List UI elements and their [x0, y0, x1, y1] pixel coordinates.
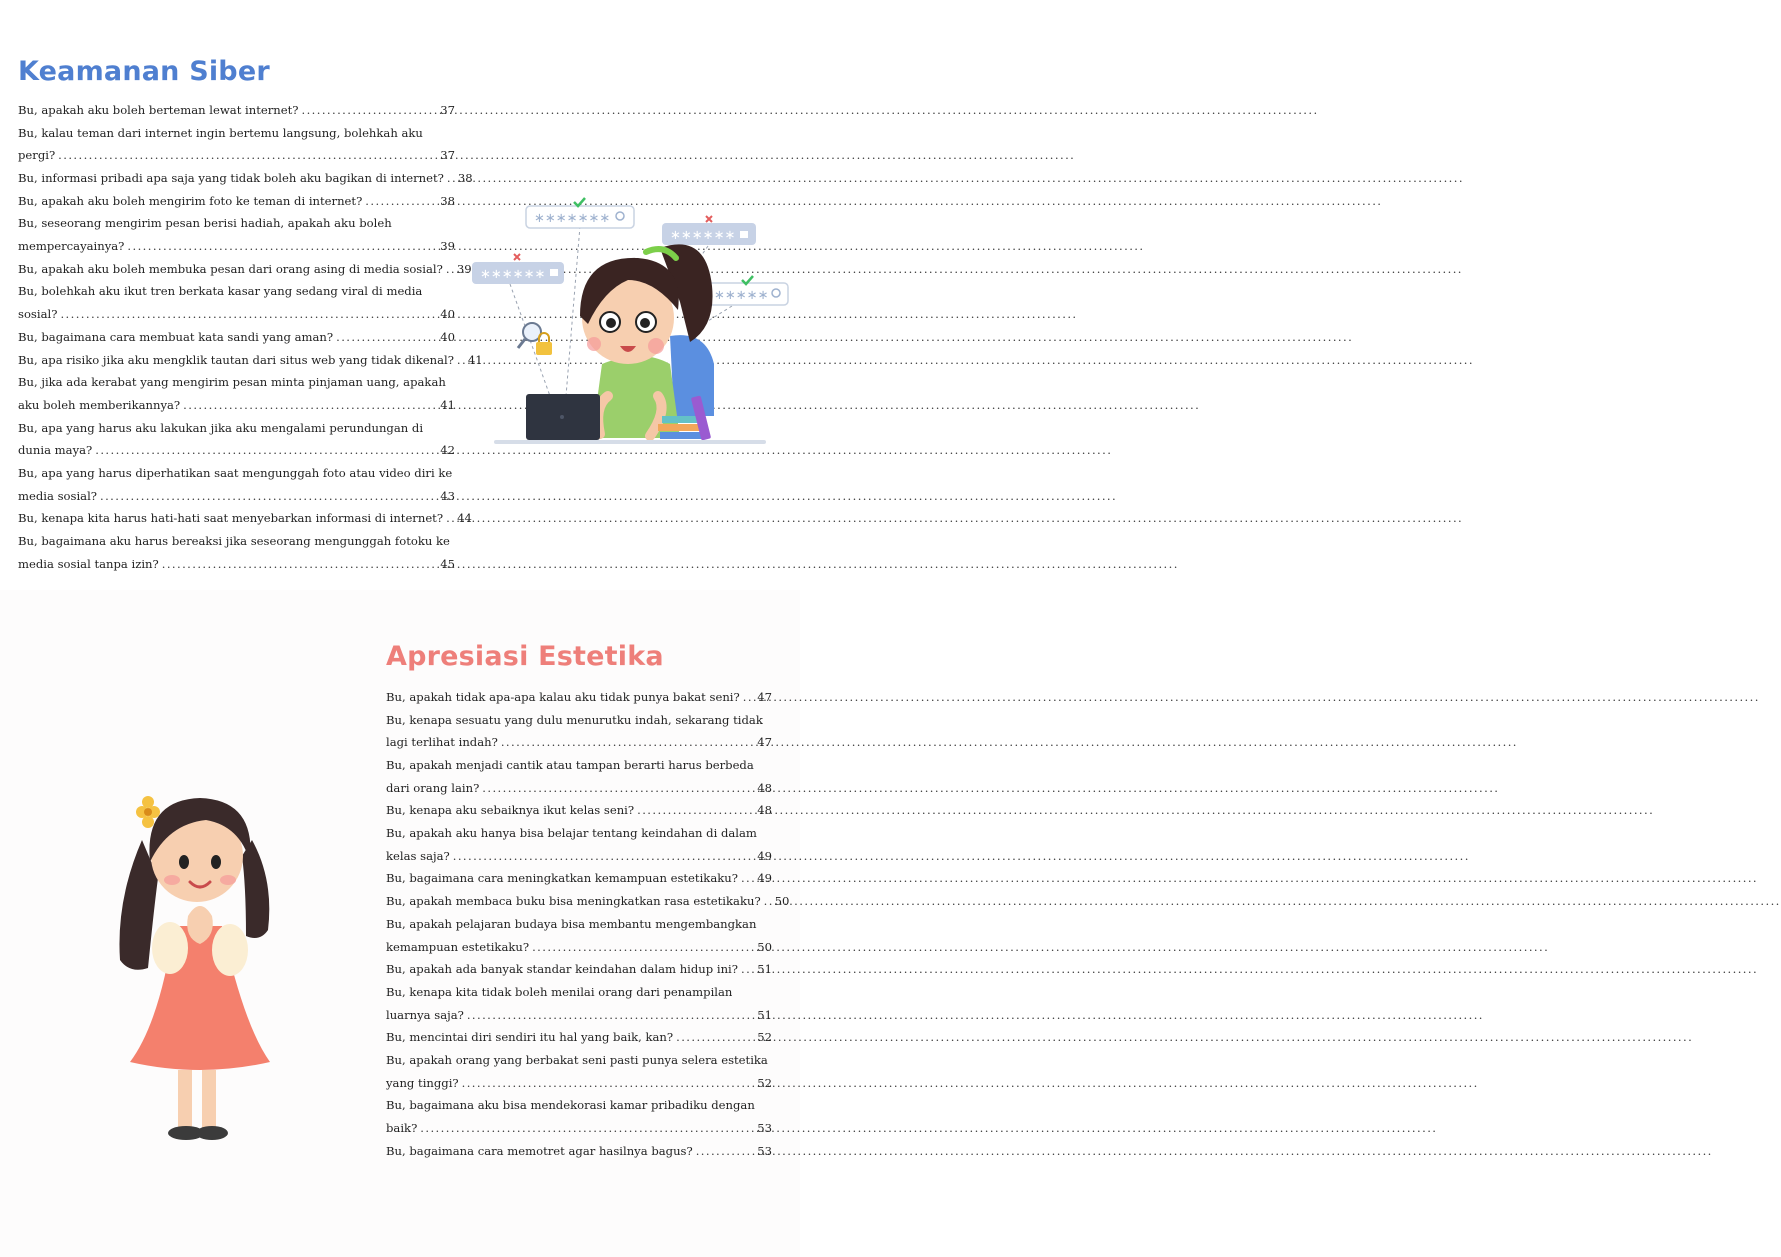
svg-text:∗∗∗∗∗: ∗∗∗∗∗: [714, 288, 769, 303]
password-field-icon: [706, 283, 788, 305]
toc-leader-dots: [482, 777, 754, 800]
toc-entry: [18, 394, 455, 417]
toc-entry-title: Bu, mencintai diri sendiri itu hal yang baik, kan?: [386, 1030, 674, 1045]
toc-list-aesthetic-appreciation: [386, 686, 790, 1162]
toc-entry: [18, 303, 455, 326]
toc-entry-continued: [386, 1094, 772, 1117]
toc-page-number: 39: [456, 261, 472, 276]
toc-entry-title: yang tinggi?: [386, 1075, 459, 1090]
toc-entry-continued: [18, 122, 455, 145]
toc-entry: [18, 439, 455, 462]
toc-page-number: 37: [440, 148, 455, 163]
toc-page-number: 38: [457, 171, 473, 186]
toc-page-number: 41: [440, 397, 455, 412]
toc-page-number: 49: [757, 871, 772, 886]
girl-character-icon: [119, 798, 270, 1140]
toc-entry-title: Bu, kenapa aku sebaiknya ikut kelas seni?: [386, 803, 635, 818]
toc-entry: [18, 553, 455, 576]
toc-entry-title: dunia maya?: [18, 443, 93, 458]
toc-page-number: 37: [440, 102, 455, 117]
toc-leader-dots: [95, 439, 437, 462]
toc-leader-dots: [365, 190, 437, 213]
toc-page-number: 40: [440, 329, 455, 344]
toc-leader-dots: [462, 1072, 755, 1095]
check-icon: [574, 198, 585, 206]
toc-page-number: 49: [757, 848, 772, 863]
toc-leader-dots: [302, 99, 438, 122]
section-title-aesthetic-appreciation: Apresiasi Estetika: [386, 641, 664, 672]
section-cyber-security: [0, 0, 800, 590]
toc-page-number: 50: [774, 894, 790, 909]
toc-entry: [18, 326, 455, 349]
laptop-icon: [526, 394, 600, 440]
toc-leader-dots: [637, 799, 754, 822]
toc-leader-dots: [457, 349, 465, 372]
toc-leader-dots: [453, 845, 755, 868]
toc-entry-continued: [386, 822, 772, 845]
svg-text:∗∗∗∗∗∗∗: ∗∗∗∗∗∗∗: [534, 211, 611, 226]
toc-page-number: 52: [757, 1030, 772, 1045]
toc-page-number: 45: [440, 556, 455, 571]
toc-entry-title: Bu, apakah membaca buku bisa meningkatkan rasa estetikaku?: [386, 894, 761, 909]
toc-entry-title: kemampuan estetikaku?: [386, 939, 530, 954]
toc-entry: [18, 507, 472, 530]
toc-entry-title: media sosial?: [18, 488, 98, 503]
toc-entry-continued: [18, 371, 455, 394]
toc-page-number: 53: [757, 1121, 772, 1136]
toc-entry: [386, 1026, 772, 1049]
toc-leader-dots: [183, 394, 437, 417]
toc-entry-title: Bu, bagaimana cara memotret agar hasilnya bagus?: [386, 1143, 693, 1158]
toc-entry-title: Bu, apakah tidak apa-apa kalau aku tidak punya bakat seni?: [386, 689, 740, 704]
toc-entry-title: Bu, kenapa sesuatu yang dulu menurutku indah, sekarang tidak: [386, 712, 763, 727]
toc-entry-title: Bu, apakah pelajaran budaya bisa membantu mengembangkan: [386, 916, 757, 931]
toc-entry-title: Bu, bagaimana cara meningkatkan kemampuan estetikaku?: [386, 871, 738, 886]
toc-leader-dots: [741, 958, 754, 981]
toc-entry: [386, 958, 772, 981]
toc-page-number: 47: [757, 689, 772, 704]
password-field-icon: [472, 262, 564, 284]
toc-page-number: 51: [757, 962, 772, 977]
toc-page-number: 48: [757, 780, 772, 795]
illustration-girl-at-laptop: [467, 196, 792, 452]
toc-entry: [386, 799, 772, 822]
toc-entry-title: Bu, bagaimana cara membuat kata sandi yang aman?: [18, 329, 334, 344]
password-field-icon: [526, 206, 634, 228]
toc-entry: [386, 868, 772, 891]
toc-entry: [386, 845, 772, 868]
toc-entry: [386, 936, 772, 959]
toc-leader-dots: [446, 258, 454, 281]
toc-leader-dots: [336, 326, 437, 349]
toc-entry: [386, 1004, 772, 1027]
toc-entry-continued: [386, 913, 772, 936]
toc-entry-title: Bu, kenapa kita harus hati-hati saat menyebarkan informasi di internet?: [18, 511, 444, 526]
toc-entry-title: Bu, apakah aku boleh berteman lewat internet?: [18, 102, 299, 117]
toc-entry-title: baik?: [386, 1121, 418, 1136]
toc-page-number: 50: [757, 939, 772, 954]
toc-entry-title: Bu, apakah orang yang berbakat seni pasti punya selera estetika: [386, 1052, 768, 1067]
illustration-smiling-girl: [112, 770, 282, 1160]
toc-leader-dots: [58, 144, 437, 167]
toc-entry-title: sosial?: [18, 307, 58, 322]
toc-entry-title: Bu, seseorang mengirim pesan berisi hadiah, apakah aku boleh: [18, 216, 392, 231]
toc-entry-title: Bu, bagaimana aku bisa mendekorasi kamar pribadiku dengan: [386, 1098, 755, 1113]
toc-entry-title: Bu, apakah aku boleh mengirim foto ke teman di internet?: [18, 193, 363, 208]
toc-entry-title: Bu, bagaimana aku harus bereaksi jika seseorang mengunggah fotoku ke: [18, 534, 450, 549]
toc-page-number: 43: [440, 488, 455, 503]
toc-entry-title: luarnya saja?: [386, 1007, 464, 1022]
toc-page-number: 44: [457, 511, 472, 526]
toc-entry: [386, 777, 772, 800]
toc-entry-title: Bu, apakah menjadi cantik atau tampan berarti harus berbeda: [386, 758, 754, 773]
toc-page-number: 51: [757, 1007, 772, 1022]
toc-entry-title: media sosial tanpa izin?: [18, 556, 159, 571]
toc-entry: [18, 144, 455, 167]
toc-page-number: 42: [440, 443, 455, 458]
toc-entry-continued: [18, 281, 455, 304]
toc-leader-dots: [447, 167, 455, 190]
toc-entry-continued: [18, 212, 455, 235]
toc-entry-title: pergi?: [18, 148, 56, 163]
svg-text:∗∗∗∗∗∗: ∗∗∗∗∗∗: [480, 267, 546, 282]
toc-entry: [386, 686, 772, 709]
toc-entry: [18, 349, 483, 372]
toc-entry: [386, 731, 772, 754]
toc-entry-title: Bu, kalau teman dari internet ingin bertemu langsung, bolehkah aku: [18, 125, 423, 140]
toc-entry: [386, 1140, 772, 1163]
toc-entry-title: Bu, apakah aku boleh membuka pesan dari orang asing di media sosial?: [18, 261, 443, 276]
toc-leader-dots: [60, 303, 437, 326]
toc-leader-dots: [467, 1004, 754, 1027]
toc-page-number: 48: [757, 803, 772, 818]
toc-leader-dots: [764, 890, 772, 913]
toc-list-cyber-security: [18, 99, 483, 575]
toc-leader-dots: [501, 731, 754, 754]
toc-page-number: 47: [757, 735, 772, 750]
cross-icon: [706, 216, 712, 222]
toc-leader-dots: [696, 1140, 755, 1163]
toc-page-number: 38: [440, 193, 455, 208]
toc-entry-continued: [386, 754, 772, 777]
section-aesthetic-appreciation: [0, 590, 800, 1257]
toc-page-number: 52: [757, 1075, 772, 1090]
toc-entry-continued: [18, 417, 455, 440]
toc-leader-dots: [420, 1117, 754, 1140]
toc-entry: [386, 890, 790, 913]
toc-entry-title: lagi terlihat indah?: [386, 735, 498, 750]
toc-leader-dots: [741, 867, 754, 890]
toc-entry-title: aku boleh memberikannya?: [18, 397, 181, 412]
toc-leader-dots: [127, 235, 437, 258]
toc-entry-title: Bu, apa yang harus aku lakukan jika aku mengalami perundungan di: [18, 420, 424, 435]
toc-entry-title: Bu, apakah ada banyak standar keindahan dalam hidup ini?: [386, 962, 738, 977]
cross-icon: [514, 254, 520, 260]
toc-entry: [386, 1117, 772, 1140]
section-title-cyber-security: Keamanan Siber: [18, 56, 270, 87]
toc-entry-continued: [386, 981, 772, 1004]
toc-entry-title: dari orang lain?: [386, 780, 480, 795]
toc-entry-title: Bu, apakah aku hanya bisa belajar tentang keindahan di dalam: [386, 826, 757, 841]
toc-entry: [386, 1072, 772, 1095]
svg-text:∗∗∗∗∗∗: ∗∗∗∗∗∗: [670, 228, 736, 243]
toc-entry-title: Bu, bolehkah aku ikut tren berkata kasar yang sedang viral di media: [18, 284, 423, 299]
toc-entry-title: Bu, apa risiko jika aku mengklik tautan dari situs web yang tidak dikenal?: [18, 352, 454, 367]
toc-entry: [18, 485, 455, 508]
toc-page-number: 53: [757, 1143, 772, 1158]
toc-entry: [18, 99, 455, 122]
toc-entry-title: Bu, apa yang harus diperhatikan saat mengunggah foto atau video diri ke: [18, 465, 453, 480]
toc-entry: [18, 167, 473, 190]
toc-entry: [18, 258, 472, 281]
toc-entry-title: Bu, jika ada kerabat yang mengirim pesan minta pinjaman uang, apakah: [18, 375, 446, 390]
toc-leader-dots: [446, 507, 454, 530]
toc-leader-dots: [676, 1026, 754, 1049]
toc-entry-continued: [386, 1049, 772, 1072]
password-field-icon: [662, 223, 756, 245]
toc-entry: [18, 235, 455, 258]
toc-entry-continued: [18, 462, 455, 485]
toc-leader-dots: [743, 686, 755, 709]
toc-leader-dots: [532, 936, 754, 959]
toc-entry-title: kelas saja?: [386, 848, 450, 863]
toc-entry-title: mempercayainya?: [18, 239, 125, 254]
toc-page-number: 39: [440, 239, 455, 254]
toc-leader-dots: [162, 553, 437, 576]
toc-entry: [18, 190, 455, 213]
toc-entry-title: Bu, informasi pribadi apa saja yang tidak boleh aku bagikan di internet?: [18, 171, 444, 186]
toc-entry-continued: [18, 530, 455, 553]
toc-page-number: 40: [440, 307, 455, 322]
toc-entry-continued: [386, 709, 772, 732]
toc-entry-title: Bu, kenapa kita tidak boleh menilai orang dari penampilan: [386, 984, 733, 999]
toc-leader-dots: [100, 485, 437, 508]
toc-page-number: 41: [467, 352, 483, 367]
lock-icon: [536, 333, 552, 355]
